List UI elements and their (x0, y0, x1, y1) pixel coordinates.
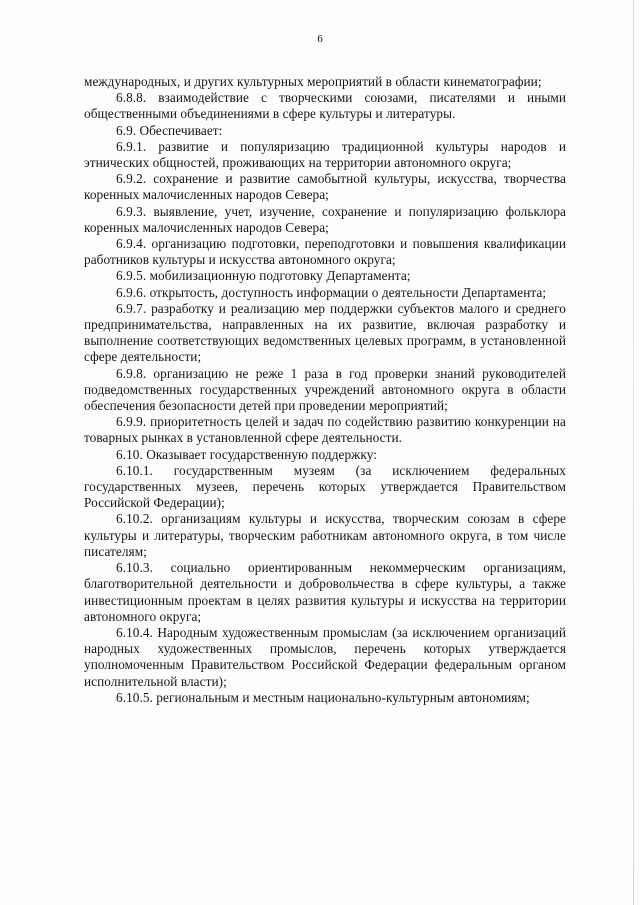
paragraph-6-10-5: 6.10.5. региональным и местным национально-культурным автономиям; (116, 689, 530, 705)
paragraph-6-9-9: 6.9.9. приоритетность целей и задач по содействию развитию конкуренции на товарных рынках в установленной сфере деятельности. (84, 414, 566, 446)
paragraph-6-9-3: 6.9.3. выявление, учет, изучение, сохранение и популяризацию фольклора коренных малочисленных народов Севера; (84, 203, 566, 235)
page-edge (633, 0, 634, 905)
page-number: 6 (317, 33, 323, 45)
paragraph-6-10-2: 6.10.2. организациям культуры и искусства, творческим союзам в сфере культуры и литературы, творческим работникам автономного округа, в том числе писателям; (84, 511, 566, 559)
paragraph-6-9-1: 6.9.1. развитие и популяризацию традиционной культуры народов и этнических общностей, проживающих на территории автономного округа; (84, 138, 566, 171)
paragraph-6-9-7: 6.9.7. разработку и реализацию мер поддержки субъектов малого и среднего предпринимательства, направленных на их развитие, включая разработку и выполнение соответствующих ведомственных целевых программ, в установленной сфере деятельности; (84, 300, 566, 365)
paragraph-6-8-8: 6.8.8. взаимодействие с творческими союзами, писателями и иными общественными объединениями в сфере культуры и литературы. (84, 90, 566, 122)
paragraph-6-10-3: 6.10.3. социально ориентированным некоммерческим организациям, благотворительной деятельности и добровольчества в сфере культуры, а также инвестиционным проектам в целях развития культуры и искусства на территории автономного округа; (84, 560, 566, 624)
paragraph-6-10-1: 6.10.1. государственным музеям (за исключением федеральных государственных музеев, перечень которых утверждается Правительством Российской Федерации); (84, 462, 566, 511)
paragraph-6-9-6: 6.9.6. открытость, доступность информации о деятельности Департамента; (116, 284, 547, 300)
document-body (84, 74, 566, 706)
paragraph-6-9-heading: 6.9. Обеспечивает: (116, 122, 223, 138)
paragraph-6-10-4: 6.10.4. Народным художественным промыслам (за исключением организаций народных художественных промыслов, перечень которых утверждается уполномоченным Правительством Российской Федерации федеральным органом исполнительной власти); (84, 624, 566, 689)
paragraph-6-9-5: 6.9.5. мобилизационную подготовку Департамента; (116, 268, 411, 284)
paragraph-6-9-8: 6.9.8. организацию не реже 1 раза в год проверки знаний руководителей подведомственных государственных учреждений автономного округа в области обеспечения безопасности детей при проведении мероприятий; (84, 365, 566, 414)
paragraph-6-9-2: 6.9.2. сохранение и развитие самобытной культуры, искусства, творчества коренных малочисленных народов Севера; (84, 171, 566, 203)
paragraph-6-9-4: 6.9.4. организацию подготовки, переподготовки и повышения квалификации работников культуры и искусства автономного округа; (84, 236, 566, 268)
paragraph-6-10-heading: 6.10. Оказывает государственную поддержку: (116, 446, 378, 462)
paragraph-continuation: международных, и других культурных мероприятий в области кинематографии; (84, 74, 542, 89)
